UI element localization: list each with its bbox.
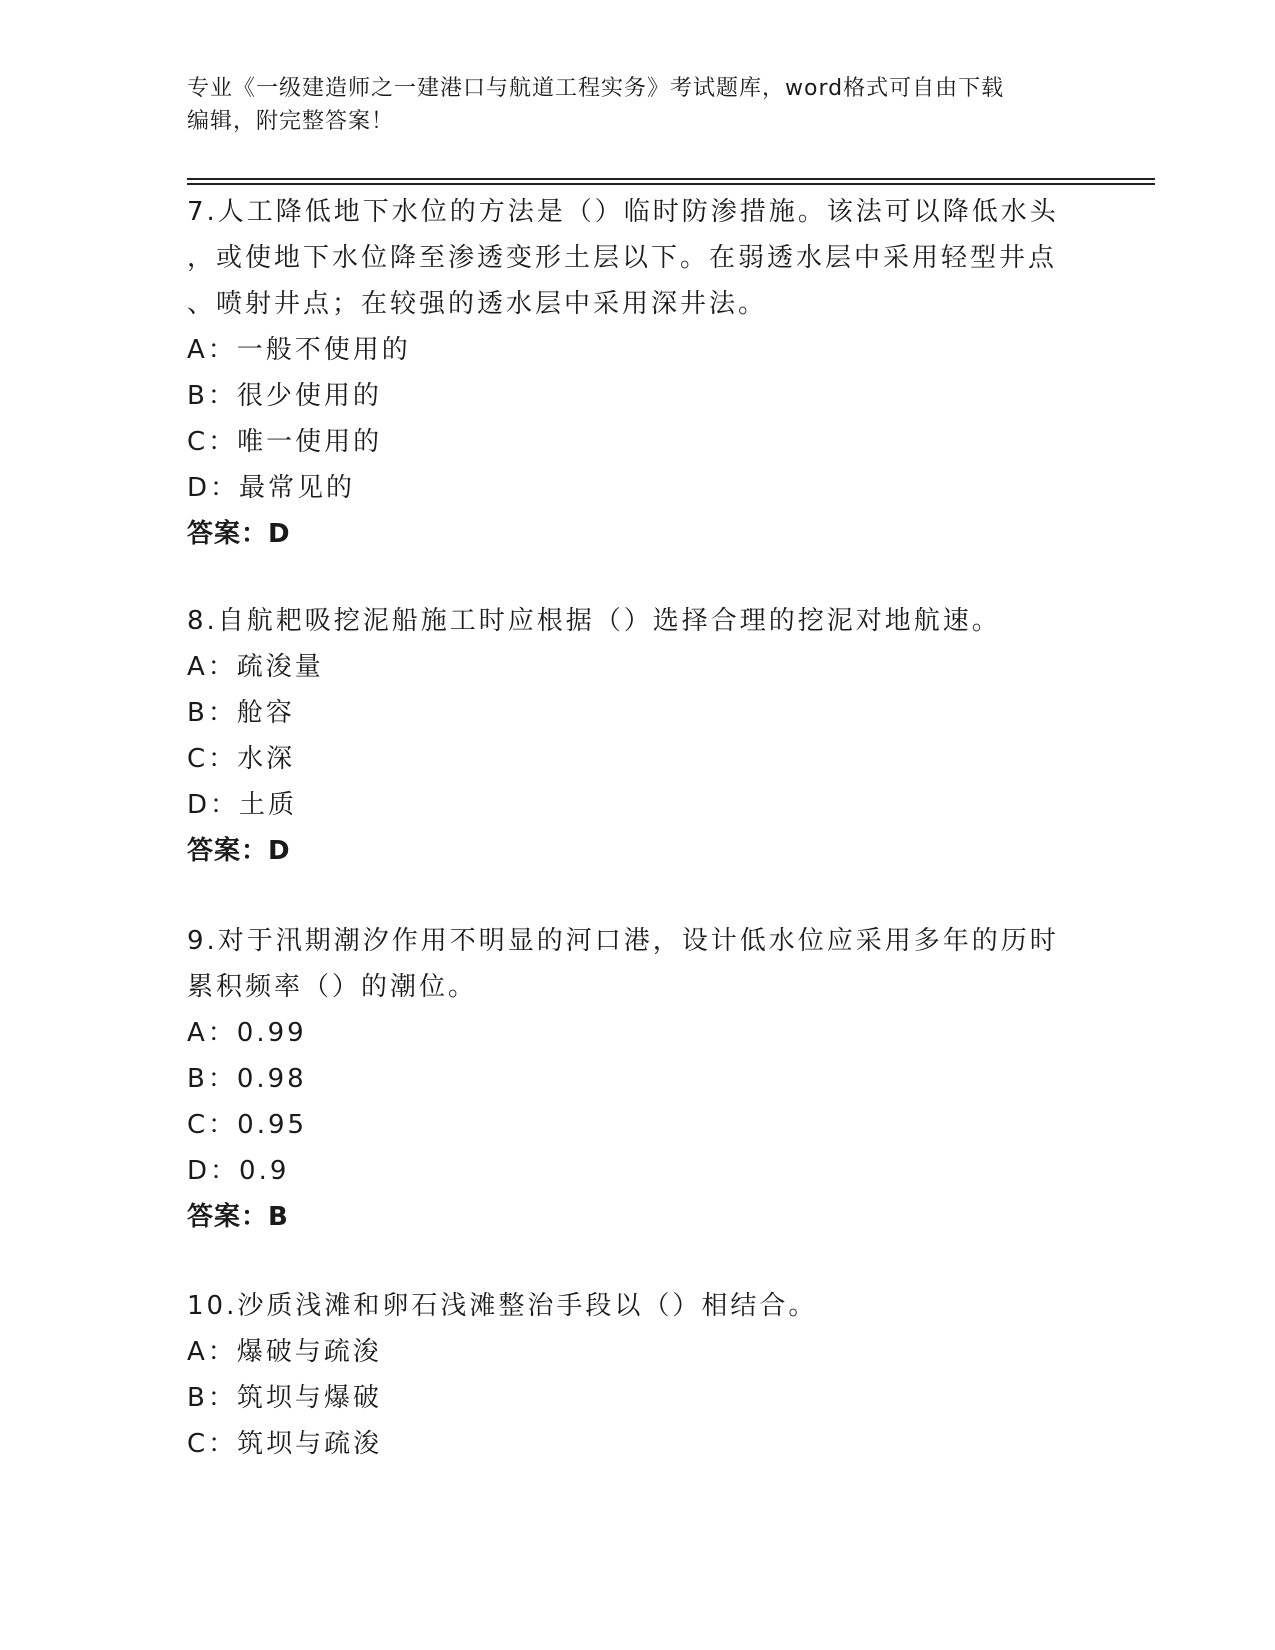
option-c: C：筑坝与疏浚: [187, 1429, 383, 1459]
question-8: [187, 598, 1087, 874]
option-d: D：0.9: [187, 1156, 290, 1186]
header-line-1: 专业《一级建造师之一建港口与航道工程实务》考试题库，word格式可自由下载: [187, 76, 1005, 101]
header-divider-top: [187, 178, 1155, 180]
option-b: B：筑坝与爆破: [187, 1383, 382, 1413]
option-a: A：0.99: [187, 1018, 307, 1048]
option-c: C：水深: [187, 744, 296, 774]
option-a: A：爆破与疏浚: [187, 1337, 382, 1367]
answer-label: 答案：D: [187, 519, 291, 549]
option-d: D：最常见的: [187, 473, 356, 503]
answer-label: 答案：D: [187, 836, 291, 866]
option-a: A：一般不使用的: [187, 335, 411, 365]
document-header: [187, 72, 1087, 138]
option-a: A：疏浚量: [187, 652, 324, 682]
question-stem-line: 7.人工降低地下水位的方法是（）临时防渗措施。该法可以降低水头: [187, 197, 1059, 227]
question-7: [187, 189, 1087, 557]
option-c: C：唯一使用的: [187, 427, 383, 457]
header-divider-bottom: [187, 183, 1155, 185]
option-b: B：0.98: [187, 1064, 307, 1094]
answer-label: 答案：B: [187, 1202, 289, 1232]
question-stem-line: 8.自航耙吸挖泥船施工时应根据（）选择合理的挖泥对地航速。: [187, 606, 1001, 636]
question-stem-line: 9.对于汛期潮汐作用不明显的河口港，设计低水位应采用多年的历时: [187, 926, 1059, 956]
option-d: D：土质: [187, 790, 298, 820]
question-10: [187, 1283, 1087, 1467]
question-stem-line: 累积频率（）的潮位。: [187, 972, 478, 1002]
question-stem-line: ，或使地下水位降至渗透变形土层以下。在弱透水层中采用轻型井点: [187, 243, 1058, 273]
question-9: [187, 918, 1087, 1240]
option-b: B：很少使用的: [187, 381, 382, 411]
header-line-2: 编辑，附完整答案！: [187, 109, 395, 134]
question-stem-line: 、喷射井点；在较强的透水层中采用深井法。: [187, 289, 768, 319]
option-b: B：舱容: [187, 698, 295, 728]
question-stem-line: 10.沙质浅滩和卵石浅滩整治手段以（）相结合。: [187, 1291, 818, 1321]
option-c: C：0.95: [187, 1110, 308, 1140]
